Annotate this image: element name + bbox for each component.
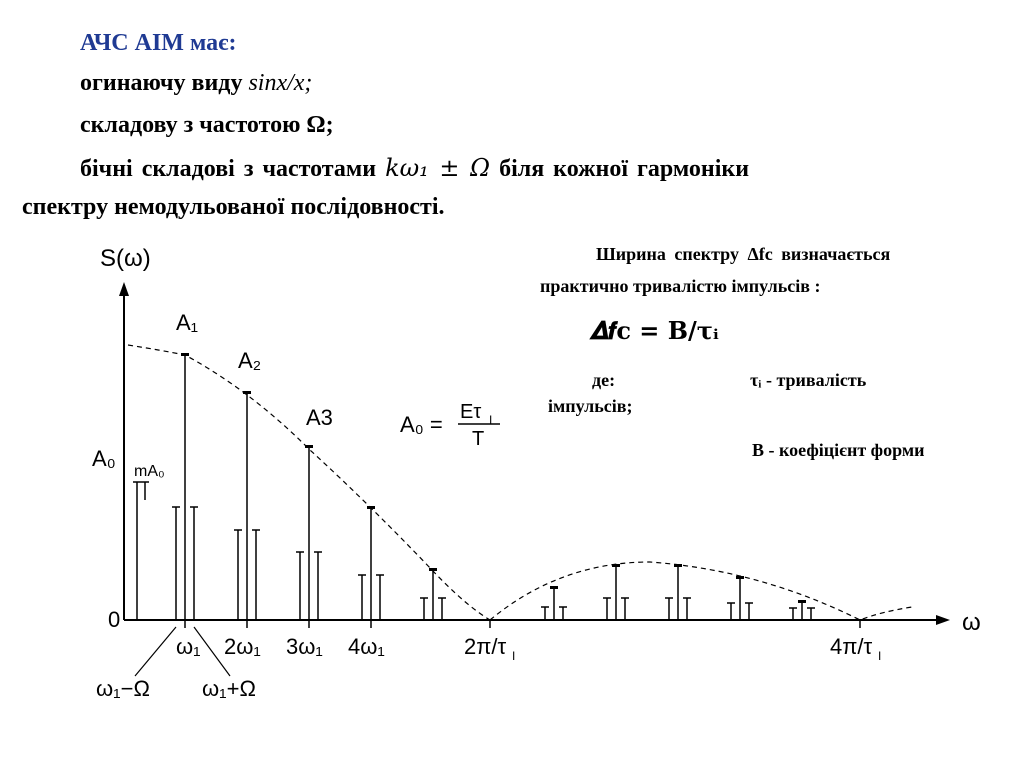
sidebands	[172, 507, 815, 620]
a0-formula-lhs: A₀ =	[400, 412, 443, 437]
line3-expr: kω₁ ± Ω	[385, 154, 491, 182]
a2-label: A₂	[238, 348, 262, 373]
heading-line4: спектру немодульованої послідовності.	[22, 194, 445, 220]
note-where: де:	[592, 370, 616, 390]
tick-label-2pi-sub: I	[512, 649, 516, 663]
tick-label-4pi: 4π/τ	[830, 634, 873, 659]
line3-prefix: бічні складові з частотами	[80, 156, 377, 182]
tick-label-w1: ω₁	[176, 634, 201, 659]
tick-label-2pi: 2π/τ	[464, 634, 507, 659]
tick-label-3w1: 3ω₁	[286, 634, 323, 659]
y-axis-label: S(ω)	[100, 245, 151, 272]
tick-label-4pi-sub: I	[878, 649, 882, 663]
line1-expr: sinx/x;	[248, 70, 313, 96]
a0-label: A₀	[92, 446, 116, 471]
x-axis-arrow	[936, 615, 950, 625]
note-line2: практично тривалістю імпульсів :	[540, 276, 821, 296]
sideband-label-plus: ω₁+Ω	[202, 676, 256, 701]
ma0-label: mA₀	[134, 463, 165, 480]
tick-label-2w1: 2ω₁	[224, 634, 261, 659]
x-axis-label: ω	[962, 609, 981, 636]
a3-label: A3	[306, 405, 333, 430]
line1-prefix: огинаючу виду	[80, 70, 243, 96]
a0-formula-den: T	[472, 428, 485, 450]
a1-label: A₁	[176, 310, 199, 335]
note-line1: Ширина спектру Δfc визначається	[596, 244, 891, 264]
x-ticks	[185, 620, 860, 628]
sideband-label-minus: ω₁−Ω	[96, 676, 150, 701]
harmonic-caps	[181, 353, 806, 603]
note-formula: 𝜟𝒇с = B/τᵢ	[590, 316, 719, 345]
y-axis-arrow	[119, 282, 129, 296]
note-b: В - коефіцієнт форми	[752, 440, 925, 460]
note-tau-cont: імпульсів;	[548, 396, 633, 416]
zero-label: 0	[108, 607, 121, 632]
heading-line2: складову з частотою Ω;	[80, 112, 334, 138]
line3-suffix: біля кожної гармоніки	[499, 156, 750, 182]
a0-formula-num: Eτ	[460, 401, 482, 423]
note-tau: τᵢ - тривалість	[750, 370, 867, 390]
tick-label-4w1: 4ω₁	[348, 634, 385, 659]
a0-formula-num-sub: I	[489, 413, 493, 427]
pointer-minus	[135, 627, 176, 676]
heading-title: АЧС АІМ має:	[80, 30, 237, 56]
